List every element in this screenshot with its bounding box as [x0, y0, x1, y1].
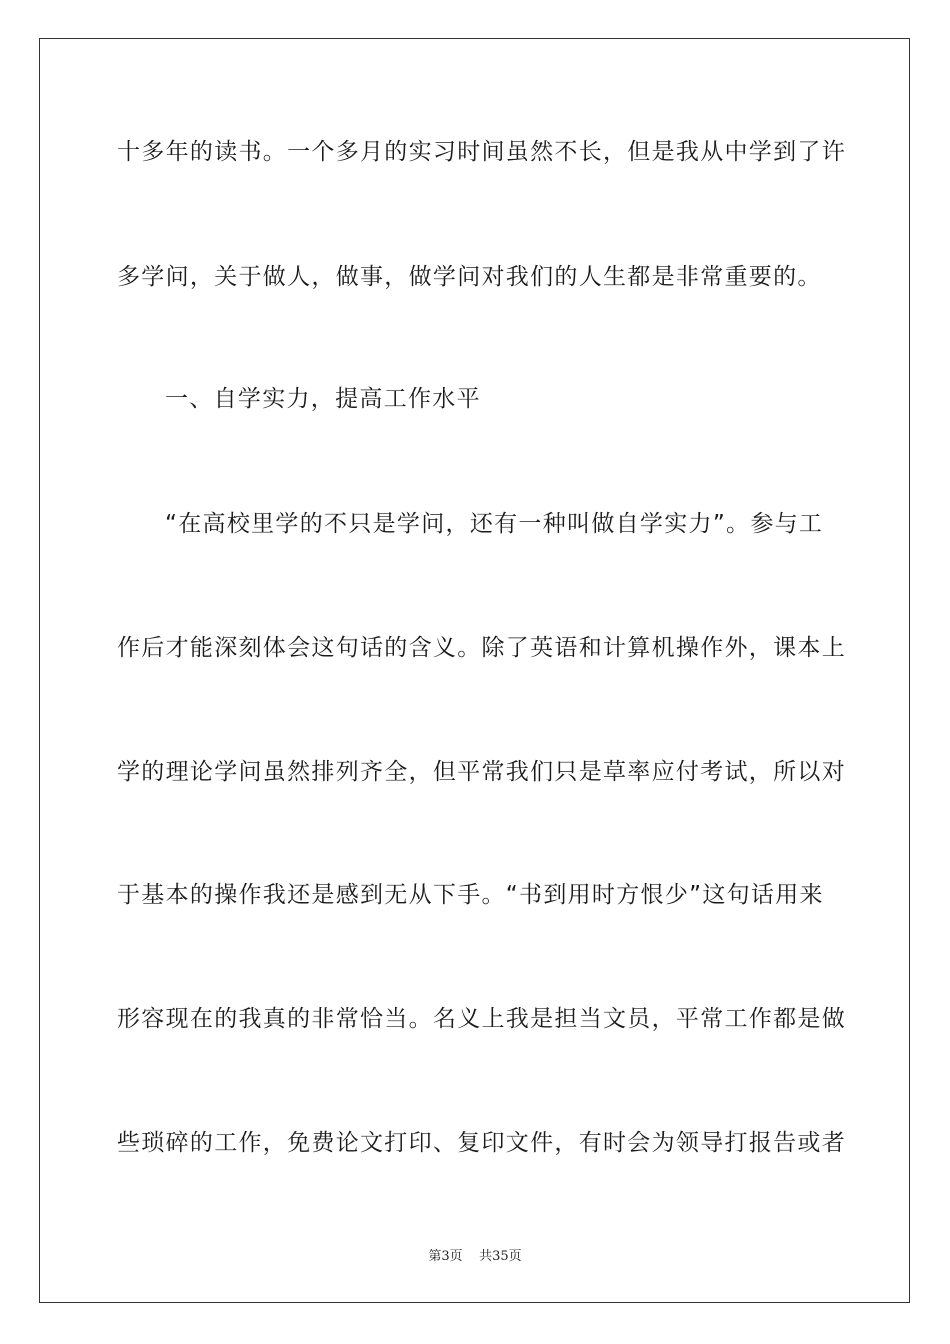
body-text-line: 学的理论学问虽然排列齐全，但平常我们只是草率应付考试，所以对 — [117, 759, 846, 785]
body-text-line: 作后才能深刻体会这句话的含义。除了英语和计算机操作外，课本上 — [117, 635, 846, 661]
body-text-line: 些琐碎的工作，免费论文打印、复印文件，有时会为领导打报告或者 — [117, 1130, 846, 1156]
page-footer — [0, 1248, 950, 1266]
page-number: 第3页 — [428, 1249, 463, 1264]
page-border — [39, 38, 910, 1303]
body-text-line: “在高校里学的不只是学问，还有一种叫做自学实力”。参与工 — [165, 511, 824, 537]
body-text-line: 于基本的操作我还是感到无从下手。“书到用时方恨少”这句话用来 — [117, 882, 824, 908]
body-text-line: 形容现在的我真的非常恰当。名义上我是担当文员，平常工作都是做 — [117, 1006, 846, 1032]
body-text-line: 多学问，关于做人，做事，做学问对我们的人生都是非常重要的。 — [117, 264, 822, 290]
section-heading: 一、自学实力，提高工作水平 — [165, 386, 481, 412]
body-text-line: 十多年的读书。一个多月的实习时间虽然不长，但是我从中学到了许 — [117, 139, 846, 165]
page-total: 共35页 — [479, 1249, 522, 1264]
